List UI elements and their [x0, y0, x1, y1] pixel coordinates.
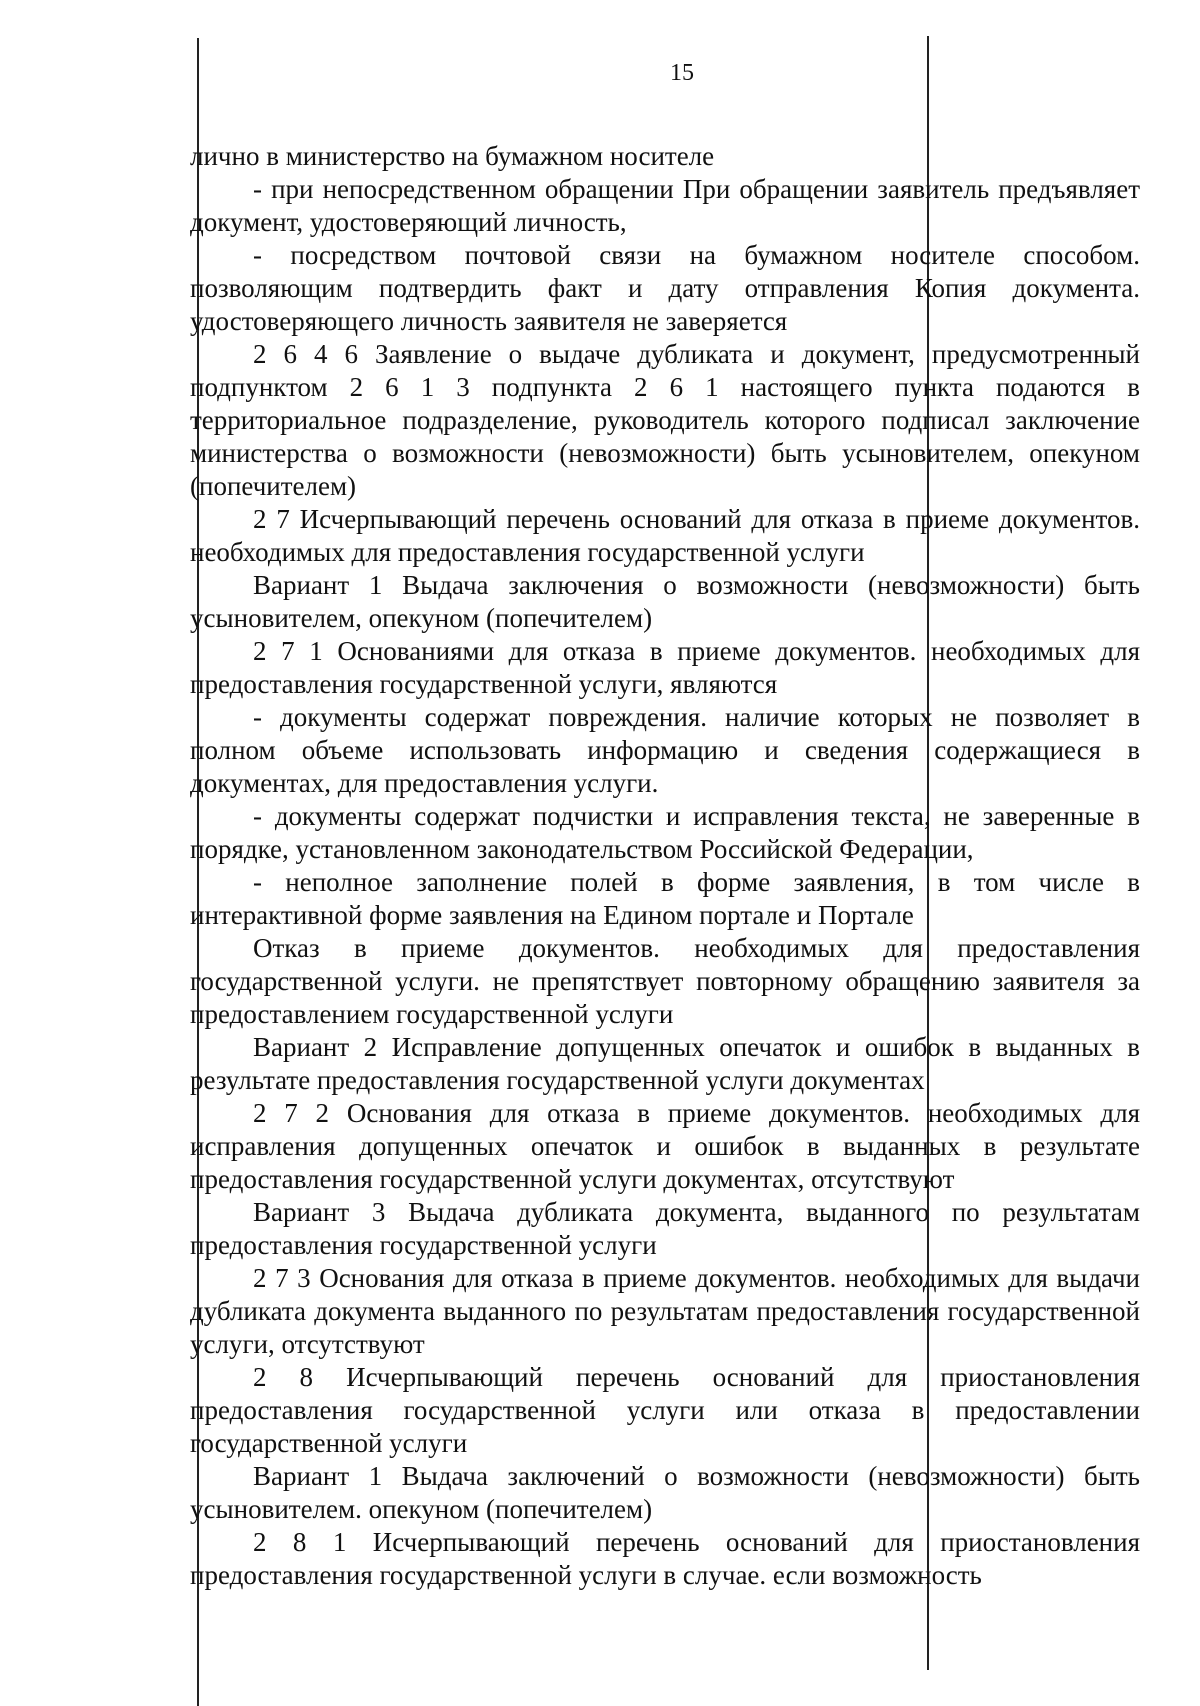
paragraph: 2 7 3 Основания для отказа в приеме документов. необходимых для выдачи дубликата документа выданного по результатам предоставления государственной услуги, отсутствуют — [190, 1263, 1140, 1359]
paragraph: 2 7 1 Основаниями для отказа в приеме документов. необходимых для предоставления государственной услуги, являются — [190, 636, 1140, 699]
paragraph: 2 8 1 Исчерпывающий перечень оснований для приостановления предоставления государственной услуги в случае. если возможность — [190, 1527, 1140, 1590]
paragraph: - документы содержат подчистки и исправления текста, не заверенные в порядке, установленном законодательством Российской Федерации, — [190, 801, 1140, 864]
paragraph: - посредством почтовой связи на бумажном носителе способом. позволяющим подтвердить факт и дату отправления Копия документа. удостоверяющего личность заявителя не заверяется — [190, 240, 1140, 336]
paragraph: Вариант 3 Выдача дубликата документа, выданного по результатам предоставления государственной услуги — [190, 1197, 1140, 1260]
paragraph: - неполное заполнение полей в форме заявления, в том числе в интерактивной форме заявления на Едином портале и Портале — [190, 867, 1140, 930]
paragraph: 2 8 Исчерпывающий перечень оснований для приостановления предоставления государственной услуги или отказа в предоставлении государственной услуги — [190, 1362, 1140, 1458]
document-body — [190, 140, 1140, 1592]
paragraph: Вариант 2 Исправление допущенных опечаток и ошибок в выданных в результате предоставления государственной услуги документах — [190, 1032, 1140, 1095]
paragraph: 2 6 4 6 Заявление о выдаче дубликата и документ, предусмотренный подпунктом 2 6 1 3 подпункта 2 6 1 настоящего пункта подаются в территориальное подразделение, руководитель которого подписал заключение министерства о возможности (невозможности) быть усыновителем, опекуном (попечителем) — [190, 339, 1140, 501]
paragraph: - документы содержат повреждения. наличие которых не позволяет в полном объеме использовать информацию и сведения содержащиеся в документах, для предоставления услуги. — [190, 702, 1140, 798]
paragraph: 2 7 2 Основания для отказа в приеме документов. необходимых для исправления допущенных опечаток и ошибок в выданных в результате предоставления государственной услуги документах, отсутствуют — [190, 1098, 1140, 1194]
paragraph: Вариант 1 Выдача заключений о возможности (невозможности) быть усыновителем. опекуном (попечителем) — [190, 1461, 1140, 1524]
page-number: 15 — [670, 60, 694, 86]
paragraph: Отказ в приеме документов. необходимых для предоставления государственной услуги. не препятствует повторному обращению заявителя за предоставлением государственной услуги — [190, 933, 1140, 1029]
paragraph: лично в министерство на бумажном носителе — [190, 141, 715, 171]
paragraph: - при непосредственном обращении При обращении заявитель предъявляет документ, удостоверяющий личность, — [190, 174, 1140, 237]
paragraph: 2 7 Исчерпывающий перечень оснований для отказа в приеме документов. необходимых для предоставления государственной услуги — [190, 504, 1140, 567]
paragraph: Вариант 1 Выдача заключения о возможности (невозможности) быть усыновителем, опекуном (попечителем) — [190, 570, 1140, 633]
